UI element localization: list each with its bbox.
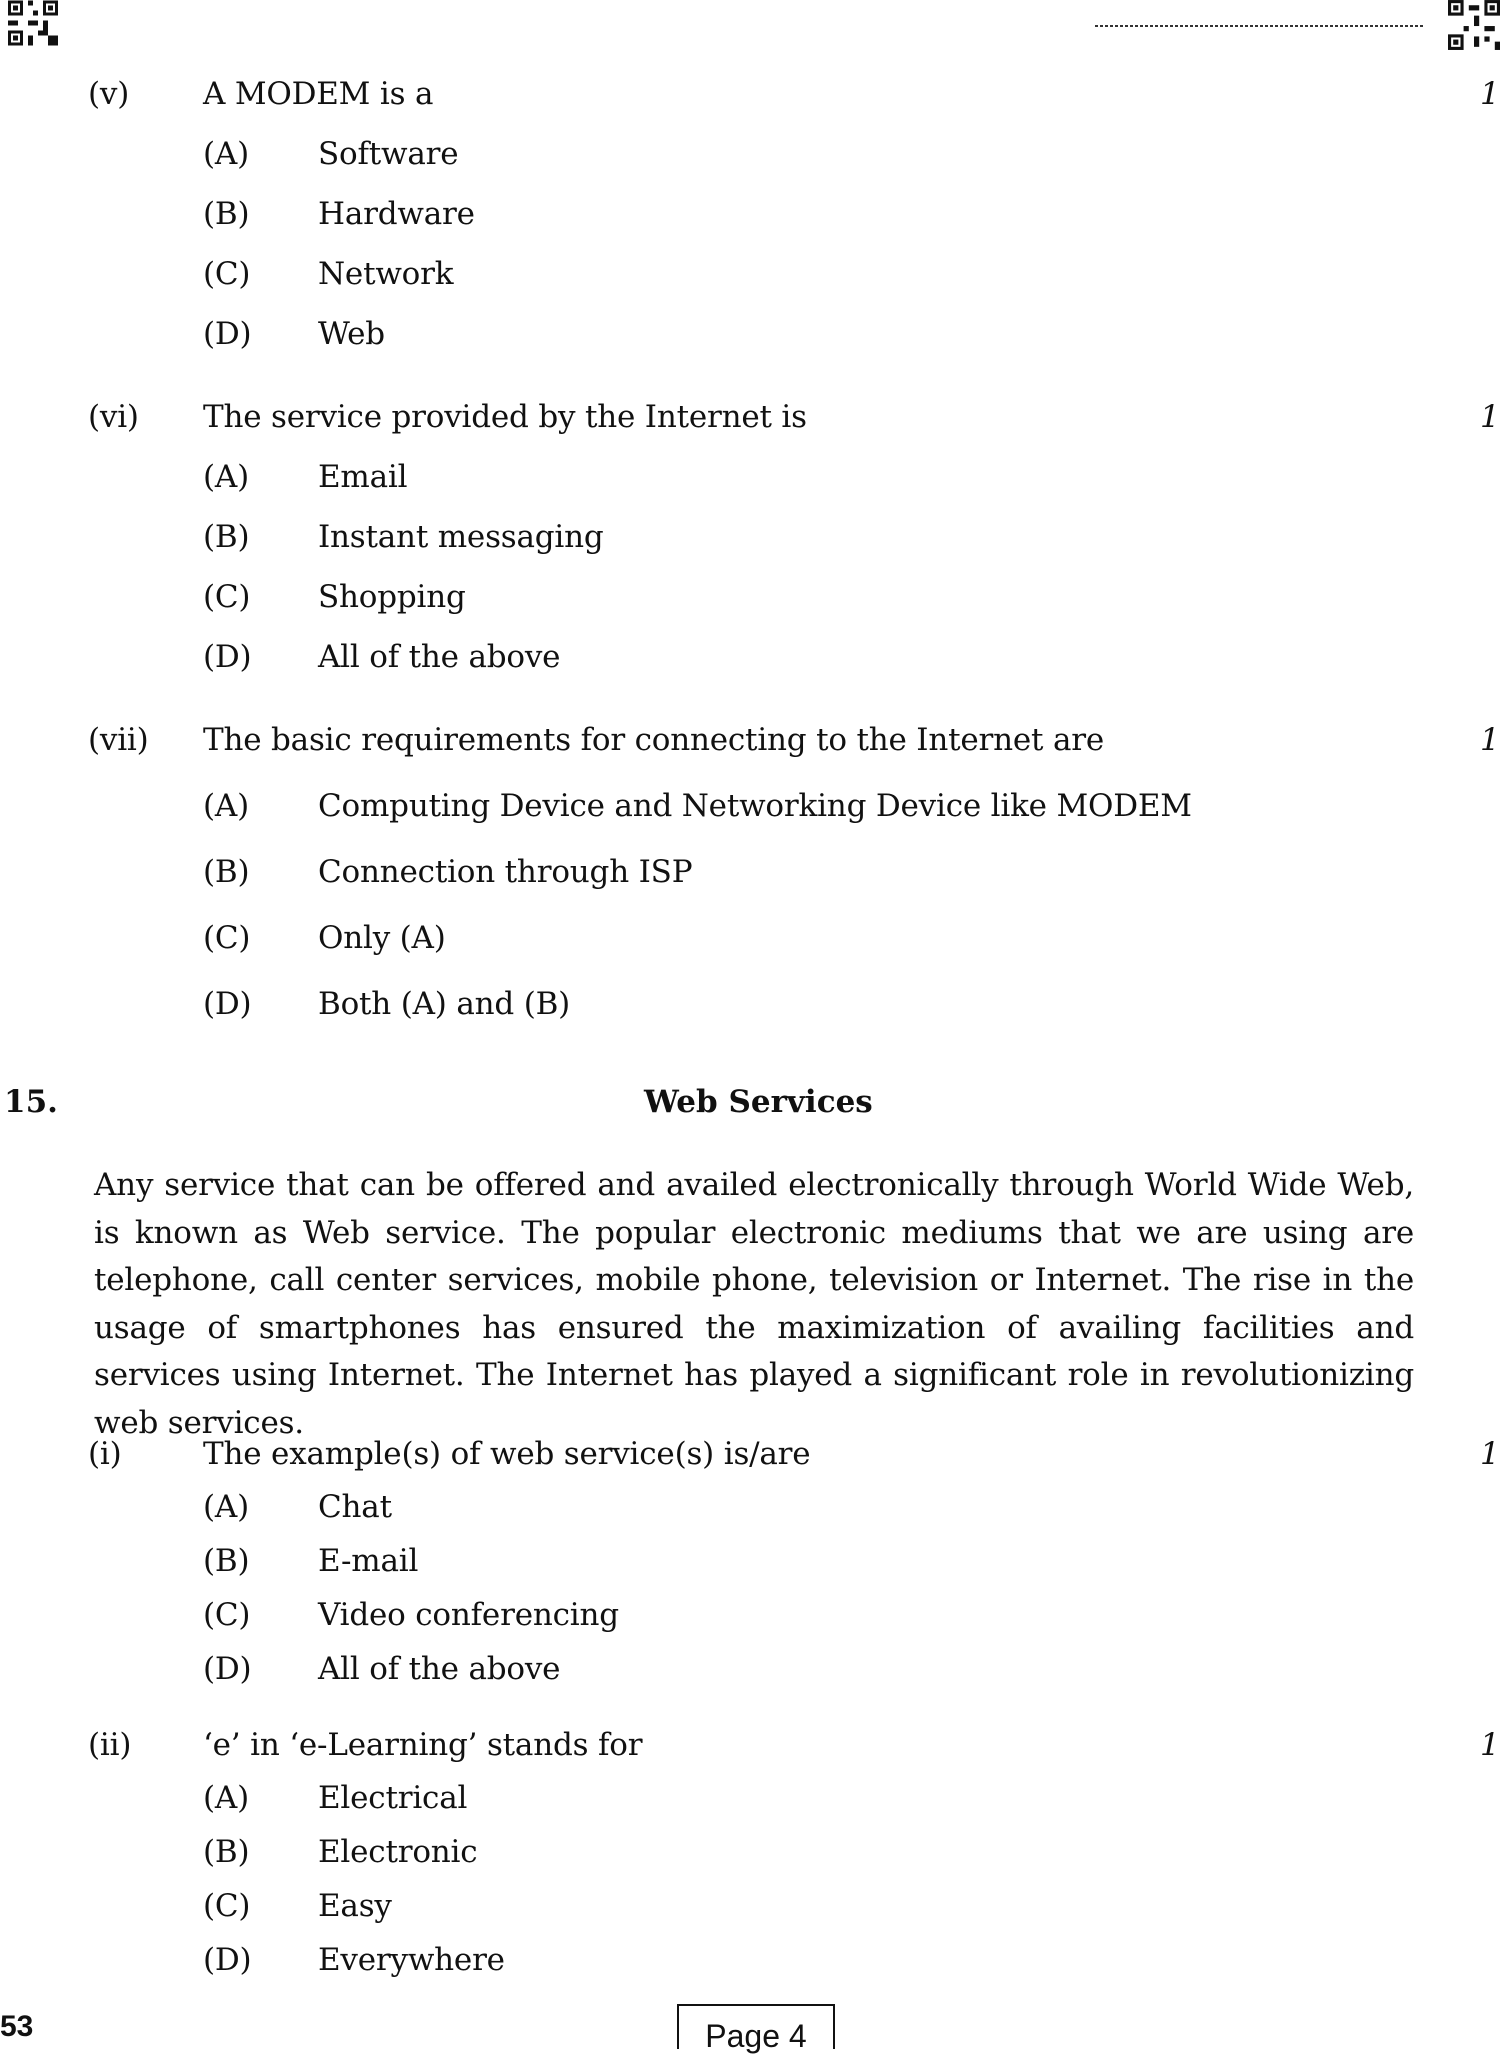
question-text: ‘e’ in ‘e-Learning’ stands for [203, 1727, 643, 1763]
option-label: (B) [203, 1834, 250, 1870]
option-text: Video conferencing [318, 1597, 619, 1633]
option-text: Software [318, 136, 459, 172]
passage-paragraph: Any service that can be offered and availed electronically through World Wide Web, is known as Web service. The popular electronic mediums that we are using are telephone, call center services, mobile phone, television or Internet. The rise in the usage of smartphones has ensured the maximization of availing facilities and services using Internet. The Internet has played a significant role in revolutionizing web services. [94, 1167, 1414, 1441]
header-dashed-rule [1095, 25, 1425, 27]
option-label: (A) [203, 459, 249, 495]
option-text: Easy [318, 1888, 392, 1924]
section-title: Web Services [644, 1084, 873, 1120]
option-label: (A) [203, 1780, 249, 1816]
qr-code-left-icon [8, 0, 58, 46]
option-label: (C) [203, 256, 251, 292]
paper-code: 53 [0, 2010, 34, 2043]
option-text: Email [318, 459, 408, 495]
option-text: Everywhere [318, 1942, 505, 1978]
question-15-number: 15. [4, 1084, 58, 1120]
option-label: (C) [203, 1597, 251, 1633]
option-label: (B) [203, 196, 250, 232]
option-text: Network [318, 256, 454, 292]
question-marks: 1 [1480, 722, 1500, 758]
option-text: Shopping [318, 579, 466, 615]
question-number: (ii) [88, 1727, 132, 1763]
question-text: The basic requirements for connecting to the Internet are [203, 722, 1104, 758]
option-label: (B) [203, 1543, 250, 1579]
question-number: (v) [88, 76, 130, 112]
question-number: (vii) [88, 722, 149, 758]
option-text: Both (A) and (B) [318, 986, 571, 1022]
option-label: (D) [203, 1651, 252, 1687]
option-label: (D) [203, 639, 252, 675]
option-text: E-mail [318, 1543, 419, 1579]
option-label: (B) [203, 519, 250, 555]
option-text: Hardware [318, 196, 475, 232]
option-label: (B) [203, 854, 250, 890]
option-label: (A) [203, 1489, 249, 1525]
question-text: The service provided by the Internet is [203, 399, 807, 435]
question-marks: 1 [1480, 76, 1500, 112]
qr-code-right-icon [1448, 0, 1500, 50]
option-text: Electronic [318, 1834, 478, 1870]
question-marks: 1 [1480, 1727, 1500, 1763]
option-text: All of the above [318, 639, 561, 675]
question-number: (vi) [88, 399, 139, 435]
option-text: Chat [318, 1489, 392, 1525]
question-text: A MODEM is a [203, 76, 434, 112]
question-number: (i) [88, 1436, 122, 1472]
option-label: (D) [203, 1942, 252, 1978]
page-number-box: Page 4 [677, 2004, 835, 2049]
option-text: All of the above [318, 1651, 561, 1687]
option-label: (C) [203, 920, 251, 956]
option-label: (A) [203, 136, 249, 172]
option-text: Web [318, 316, 385, 352]
question-text: The example(s) of web service(s) is/are [203, 1436, 811, 1472]
option-text: Instant messaging [318, 519, 604, 555]
question-marks: 1 [1480, 1436, 1500, 1472]
option-text: Only (A) [318, 920, 446, 956]
option-label: (A) [203, 788, 249, 824]
option-label: (C) [203, 1888, 251, 1924]
option-text: Computing Device and Networking Device like MODEM [318, 788, 1192, 824]
question-marks: 1 [1480, 399, 1500, 435]
option-text: Connection through ISP [318, 854, 693, 890]
option-label: (C) [203, 579, 251, 615]
option-label: (D) [203, 316, 252, 352]
option-text: Electrical [318, 1780, 468, 1816]
option-label: (D) [203, 986, 252, 1022]
